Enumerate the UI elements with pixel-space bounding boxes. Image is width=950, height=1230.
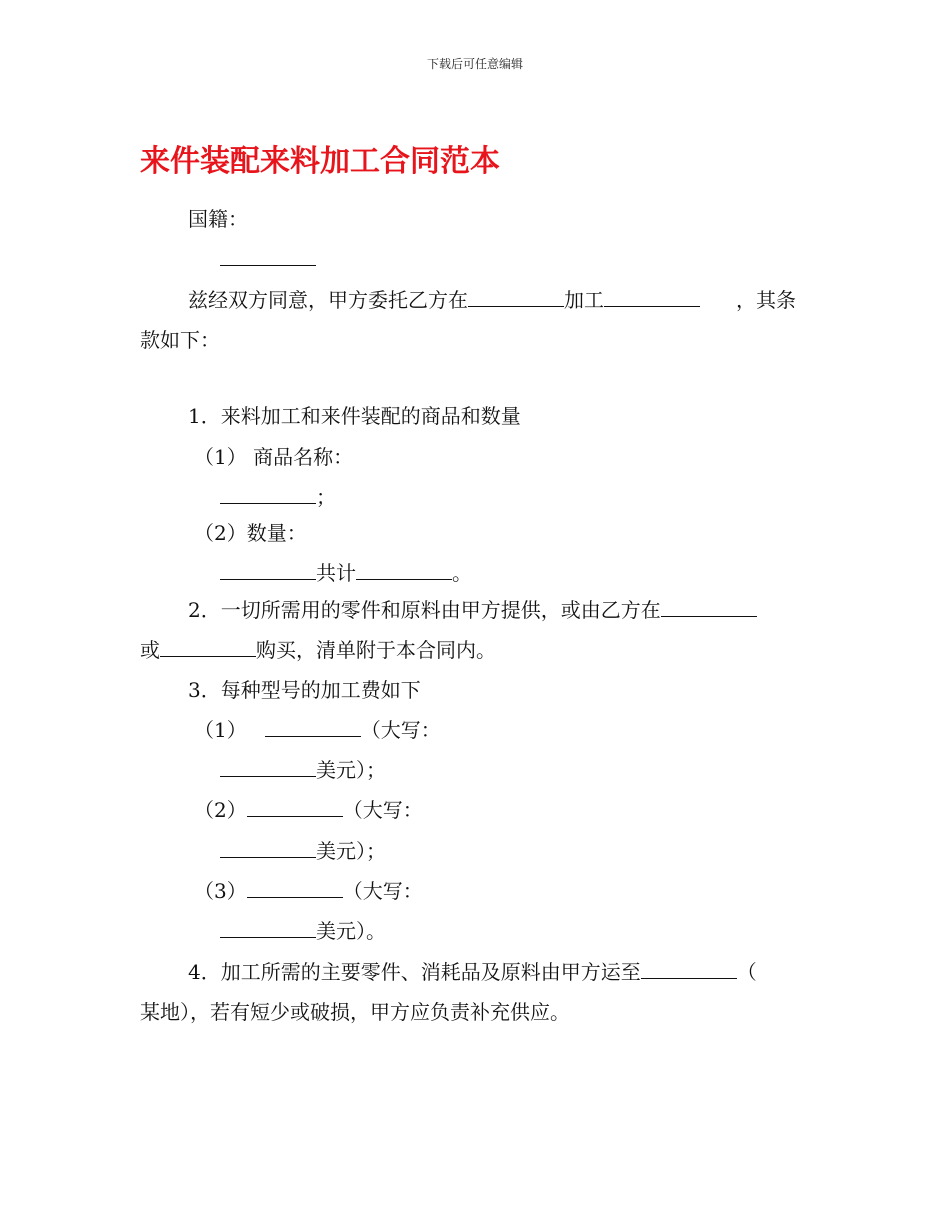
uppercase-label: （大写： xyxy=(342,798,423,822)
blank-field xyxy=(265,718,361,737)
section-2-line-1 xyxy=(188,597,757,623)
blank-field xyxy=(356,561,452,580)
blank-field xyxy=(160,638,256,657)
section-2-line-2 xyxy=(140,637,496,663)
item-number: （2） xyxy=(194,798,247,822)
section-1-item-2-label: （2）数量： xyxy=(194,521,307,545)
header-note: 下载后可任意编辑 xyxy=(426,57,523,71)
section-2-text-c: 购买，清单附于本合同内。 xyxy=(256,638,496,662)
blank-field xyxy=(604,288,700,307)
usd-label: 美元）。 xyxy=(316,919,386,943)
item-number: （3） xyxy=(194,879,247,903)
punctuation: ； xyxy=(316,485,336,509)
section-4-text-c: 某地），若有短少或破损，甲方应负责补充供应。 xyxy=(140,1000,570,1024)
blank-field xyxy=(220,561,316,580)
nationality-blank-line xyxy=(220,246,316,272)
document-title: 来件装配来料加工合同范本 xyxy=(140,144,500,179)
nationality-label: 国籍： xyxy=(188,207,248,231)
section-1-item-2-value xyxy=(220,560,472,586)
section-3-heading: 3．每种型号的加工费如下 xyxy=(188,678,421,702)
item-number: （1） xyxy=(194,718,247,742)
blank-field xyxy=(220,919,316,938)
intro-line-1 xyxy=(140,287,796,313)
blank-field xyxy=(247,798,343,817)
intro-text-c: ，其条 xyxy=(736,288,796,312)
intro-text-b: 加工 xyxy=(564,288,604,312)
blank-field xyxy=(220,485,316,504)
blank-field xyxy=(220,758,316,777)
intro-text-d: 款如下： xyxy=(140,328,220,352)
punctuation: 。 xyxy=(452,561,472,585)
section-3-item-3-usd xyxy=(220,918,386,944)
section-1-heading: 1．来料加工和来件装配的商品和数量 xyxy=(188,404,521,428)
usd-label: 美元）； xyxy=(316,758,386,782)
total-label: 共计 xyxy=(316,561,356,585)
uppercase-label: （大写： xyxy=(360,718,441,742)
section-3-item-2 xyxy=(194,797,423,823)
section-3-item-2-usd xyxy=(220,838,386,864)
section-4-text-b: （ xyxy=(736,960,757,984)
blank-field xyxy=(468,288,564,307)
blank-field xyxy=(247,879,343,898)
blank-field xyxy=(641,960,737,979)
section-4-text-a: 4．加工所需的主要零件、消耗品及原料由甲方运至 xyxy=(188,960,641,984)
section-1-item-1-label: （1） 商品名称： xyxy=(194,445,354,469)
uppercase-label: （大写： xyxy=(342,879,423,903)
intro-text-a: 兹经双方同意，甲方委托乙方在 xyxy=(188,288,468,312)
section-4-line-1 xyxy=(188,959,757,985)
blank-field xyxy=(220,247,316,266)
blank-field xyxy=(661,598,757,617)
blank-field xyxy=(220,839,316,858)
section-3-item-1 xyxy=(194,717,441,743)
section-2-text-b: 或 xyxy=(140,638,160,662)
usd-label: 美元）； xyxy=(316,839,386,863)
section-2-text-a: 2．一切所需用的零件和原料由甲方提供，或由乙方在 xyxy=(188,598,661,622)
section-3-item-1-usd xyxy=(220,757,386,783)
section-1-item-1-value xyxy=(220,484,336,510)
section-3-item-3 xyxy=(194,878,423,904)
